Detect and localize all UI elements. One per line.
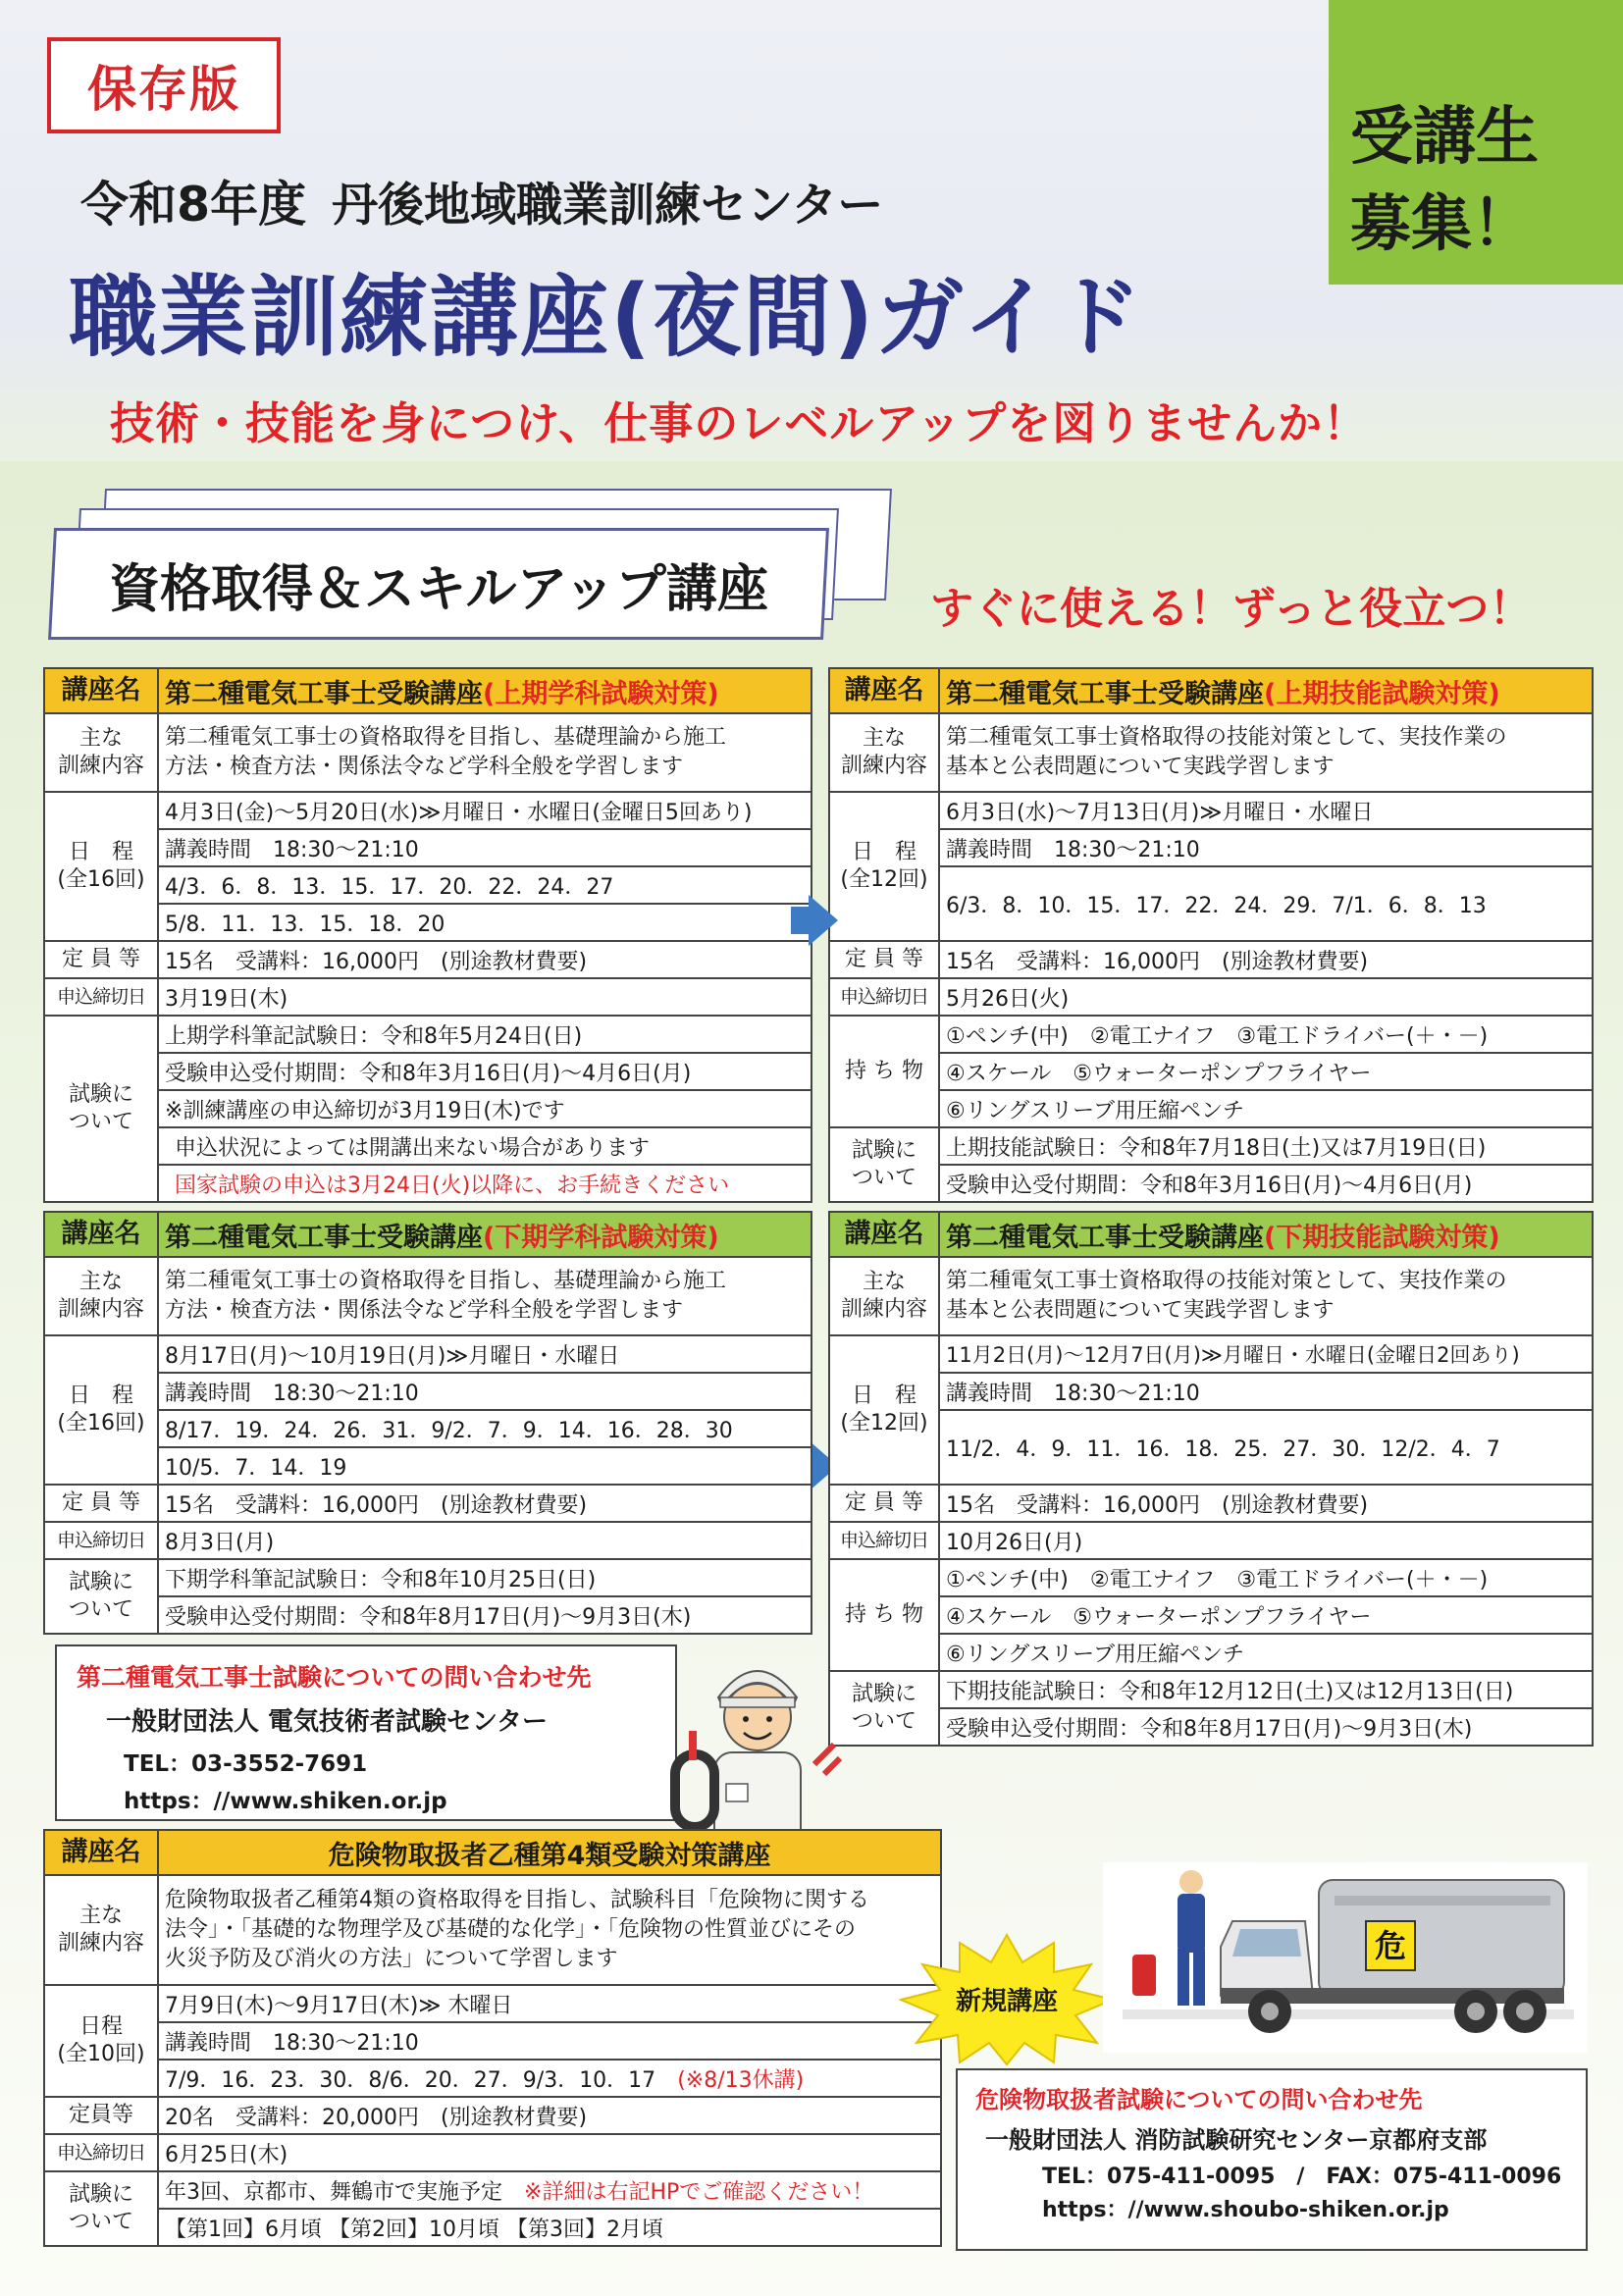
- slogan: すぐに使える！ずっと役立つ！: [930, 584, 1533, 634]
- course-title: [939, 668, 1593, 713]
- required-items: ①ペンチ(中) ②電工ナイフ ③電工ドライバー(＋・－): [939, 1559, 1593, 1596]
- deadline-label: 申込締切日: [829, 978, 939, 1016]
- items-label: 持 ち 物: [829, 1559, 939, 1671]
- label-line: 主な: [79, 1270, 123, 1294]
- section-banner-label: 資格取得＆スキルアップ講座: [109, 559, 768, 619]
- capacity-fee: 15名 受講料：16,000円 (別途教材費要): [158, 1485, 812, 1522]
- label-line: 日 程: [851, 1383, 916, 1408]
- contact-url[interactable]: https：//www.shiken.or.jp: [124, 1789, 447, 1814]
- capacity-label: 定 員 等: [44, 1485, 158, 1522]
- label-line: 日 程: [851, 840, 916, 864]
- required-items: ④スケール ⑤ウォーターポンプフライヤー: [939, 1053, 1593, 1090]
- capacity-label: 定員等: [44, 2097, 158, 2134]
- application-deadline: 8月3日(月): [158, 1522, 812, 1559]
- content-line: 危険物取扱者乙種第4類の資格取得を目指し、試験科目「危険物に関する: [165, 1888, 869, 1912]
- label-line: ついて: [68, 1110, 133, 1134]
- course-name: 危険物取扱者乙種第4類受験対策講座: [158, 1830, 941, 1875]
- course-name-label: 講座名: [44, 668, 158, 713]
- exam-info: 下期学科筆記試験日：令和8年10月25日(日): [158, 1559, 812, 1596]
- contact-url[interactable]: https：//www.shoubo-shiken.or.jp: [1042, 2198, 1449, 2222]
- schedule-period: 11月2日(月)～12月7日(月)≫月曜日・水曜日(金曜日2回あり): [939, 1335, 1593, 1373]
- center-name: 丹後地域職業訓練センター: [332, 179, 884, 233]
- course-header-row: [829, 668, 1593, 713]
- content-line: 法令」・「基礎的な物理学及び基礎的な化学」・「危険物の性質並びにその: [165, 1917, 857, 1942]
- course-tag: (下期学科試験対策): [483, 1222, 719, 1253]
- contact-org: 一般財団法人 消防試験研究センター京都府支部: [985, 2126, 1488, 2154]
- course-name-label: 講座名: [44, 1830, 158, 1875]
- course-tag: (上期技能試験対策): [1264, 678, 1500, 709]
- label-line: 日 程: [68, 840, 133, 864]
- course-content: [939, 1257, 1593, 1335]
- course-title: [158, 1212, 812, 1257]
- exam-info: 上期学科筆記試験日：令和8年5月24日(日): [158, 1016, 812, 1053]
- course-name-label: 講座名: [829, 668, 939, 713]
- label-line: 訓練内容: [57, 1297, 144, 1322]
- page-title: 職業訓練講座(夜間)ガイド: [69, 266, 1144, 369]
- label-line: 試験に: [68, 1570, 133, 1594]
- content-line: 第二種電気工事士資格取得の技能対策として、実技作業の: [946, 1269, 1507, 1293]
- course-table-d: [828, 1211, 1594, 1747]
- deadline-label: 申込締切日: [829, 1522, 939, 1559]
- exam-info: 受験申込受付期間：令和8年8月17日(月)～9月3日(木): [939, 1708, 1593, 1746]
- contact-box-hazmat: [956, 2068, 1588, 2251]
- course-content: [158, 713, 812, 792]
- course-header-row: [44, 1830, 941, 1875]
- course-header-row: [44, 1212, 812, 1257]
- content-line: 方法・検査方法・関係法令など学科全般を学習します: [165, 1298, 684, 1323]
- course-name: 第二種電気工事士受験講座: [165, 678, 483, 709]
- schedule-label: [829, 1335, 939, 1485]
- exam-label: [44, 1559, 158, 1634]
- course-header-row: [829, 1212, 1593, 1257]
- exam-info: 上期技能試験日：令和8年7月18日(土)又は7月19日(日): [939, 1127, 1593, 1165]
- recruit-line-2: 募集！: [1350, 187, 1534, 259]
- session-dates: 6/3．8．10．15．17．22．24．29．7/1．6．8．13: [939, 866, 1593, 941]
- section-banner: [48, 528, 829, 640]
- label-line: ついて: [851, 1166, 916, 1190]
- label-line: 日 程: [68, 1383, 133, 1408]
- course-table-a: [43, 667, 812, 1203]
- label-line: 日程: [79, 2014, 123, 2039]
- course-name-label: 講座名: [829, 1212, 939, 1257]
- content-label: [44, 1257, 158, 1335]
- schedule-label: [44, 792, 158, 941]
- label-line: 主な: [79, 1904, 123, 1928]
- header-subtitle: [80, 167, 883, 235]
- label-line: 主な: [79, 726, 123, 751]
- label-line: 試験に: [68, 1082, 133, 1107]
- save-edition-badge: 保存版: [47, 37, 281, 133]
- session-dates: [158, 2060, 941, 2097]
- lecture-hours: 講義時間 18:30～21:10: [939, 1373, 1593, 1410]
- schedule-label: [44, 1985, 158, 2097]
- exam-info: 申込状況によっては開講出来ない場合があります: [158, 1127, 812, 1165]
- course-title: [939, 1212, 1593, 1257]
- label-line: 主な: [862, 726, 906, 751]
- label-line: 訓練内容: [840, 754, 927, 778]
- deadline-label: 申込締切日: [44, 1522, 158, 1559]
- content-line: 第二種電気工事士の資格取得を目指し、基礎理論から施工: [165, 725, 727, 750]
- course-content: [158, 1257, 812, 1335]
- contact-tel-fax: TEL：075-411-0095 / FAX：075-411-0096: [1042, 2165, 1562, 2189]
- label-line: ついて: [851, 1709, 916, 1734]
- required-items: ④スケール ⑤ウォーターポンプフライヤー: [939, 1596, 1593, 1634]
- schedule-period: 8月17日(月)～10月19日(月)≫月曜日・水曜日: [158, 1335, 812, 1373]
- exam-text: 年3回、京都市、舞鶴市で実施予定: [165, 2179, 502, 2205]
- course-content: [158, 1875, 941, 1985]
- label-line: (全12回): [840, 1411, 928, 1435]
- exam-note: ※詳細は右記HPでご確認ください！: [524, 2179, 874, 2205]
- tanker-truck-illustration: [1103, 1862, 1588, 2053]
- application-deadline: 5月26日(火): [939, 978, 1593, 1016]
- label-line: ついて: [68, 1597, 133, 1622]
- content-label: [829, 1257, 939, 1335]
- required-items: ①ペンチ(中) ②電工ナイフ ③電工ドライバー(＋・－): [939, 1016, 1593, 1053]
- contact-heading: 危険物取扱者試験についての問い合わせ先: [975, 2086, 1423, 2113]
- label-line: (全12回): [840, 867, 928, 892]
- label-line: ついて: [68, 2210, 133, 2234]
- session-dates: 5/8．11．13．15．18．20: [158, 904, 812, 941]
- label-line: (全16回): [57, 867, 145, 892]
- course-name: 第二種電気工事士受験講座: [946, 1222, 1264, 1253]
- arrow-right-icon: [791, 895, 838, 946]
- exam-label: [829, 1127, 939, 1202]
- course-name: 第二種電気工事士受験講座: [946, 678, 1264, 709]
- session-dates: 8/17．19．24．26．31．9/2．7．9．14．16．28．30: [158, 1410, 812, 1447]
- capacity-fee: 15名 受講料：16,000円 (別途教材費要): [939, 941, 1593, 978]
- course-name-label: 講座名: [44, 1212, 158, 1257]
- recruit-line-1: 受講生: [1350, 101, 1539, 174]
- contact-heading: 第二種電気工事士試験についての問い合わせ先: [77, 1663, 592, 1692]
- session-dates: 4/3．6．8．13．15．17．20．22．24．27: [158, 866, 812, 904]
- exam-info: ※訓練講座の申込締切が3月19日(木)です: [158, 1090, 812, 1127]
- course-tag: (上期学科試験対策): [483, 678, 719, 709]
- contact-org: 一般財団法人 電気技術者試験センター: [106, 1707, 549, 1737]
- course-name: 第二種電気工事士受験講座: [165, 1222, 483, 1253]
- schedule-period: 6月3日(水)～7月13日(月)≫月曜日・水曜日: [939, 792, 1593, 829]
- schedule-label: [44, 1335, 158, 1485]
- label-line: (全10回): [57, 2042, 145, 2066]
- exam-label: [44, 1016, 158, 1202]
- session-dates: 11/2．4．9．11．16．18．25．27．30．12/2．4．7: [939, 1410, 1593, 1485]
- exam-info: [158, 2171, 941, 2209]
- application-deadline: 10月26日(月): [939, 1522, 1593, 1559]
- capacity-fee: 20名 受講料：20,000円 (別途教材費要): [158, 2097, 941, 2134]
- course-table-b: [828, 667, 1594, 1203]
- required-items: ⑥リングスリーブ用圧縮ペンチ: [939, 1090, 1593, 1127]
- recruit-box: [1329, 0, 1623, 285]
- new-course-label: 新規講座: [955, 1987, 1059, 2016]
- new-course-badge: [899, 1933, 1115, 2066]
- content-line: 火災予防及び消火の方法」について学習します: [165, 1947, 618, 1971]
- exam-info: 受験申込受付期間：令和8年3月16日(月)～4月6日(月): [158, 1053, 812, 1090]
- capacity-fee: 15名 受講料：16,000円 (別途教材費要): [939, 1485, 1593, 1522]
- content-line: 第二種電気工事士の資格取得を目指し、基礎理論から施工: [165, 1269, 727, 1293]
- application-deadline: 3月19日(木): [158, 978, 812, 1016]
- exam-info: 受験申込受付期間：令和8年8月17日(月)～9月3日(木): [158, 1596, 812, 1634]
- content-label: [44, 713, 158, 792]
- label-line: 試験に: [851, 1138, 916, 1163]
- electrician-illustration: [667, 1637, 846, 1852]
- contact-box-electric: [55, 1644, 677, 1821]
- label-line: 主な: [862, 1270, 906, 1294]
- tagline: 技術・技能を身につけ、仕事のレベルアップを図りませんか！: [110, 397, 1369, 449]
- fiscal-year: 令和8年度: [80, 177, 307, 233]
- required-items: ⑥リングスリーブ用圧縮ペンチ: [939, 1634, 1593, 1671]
- course-header-row: [44, 668, 812, 713]
- exam-info: 【第1回】6月頃 【第2回】10月頃 【第3回】2月頃: [158, 2209, 941, 2246]
- content-line: 第二種電気工事士資格取得の技能対策として、実技作業の: [946, 725, 1507, 750]
- content-line: 基本と公表問題について実践学習します: [946, 1298, 1335, 1323]
- capacity-label: 定 員 等: [44, 941, 158, 978]
- label-line: (全16回): [57, 1411, 145, 1435]
- deadline-label: 申込締切日: [44, 2134, 158, 2171]
- exam-info: 下期技能試験日：令和8年12月12日(土)又は12月13日(日): [939, 1671, 1593, 1708]
- schedule-label: [829, 792, 939, 941]
- content-line: 方法・検査方法・関係法令など学科全般を学習します: [165, 755, 684, 779]
- application-deadline: 6月25日(木): [158, 2134, 941, 2171]
- holiday-note: (※8/13休講): [677, 2067, 805, 2093]
- lecture-hours: 講義時間 18:30～21:10: [158, 829, 812, 866]
- label-line: 試験に: [851, 1682, 916, 1706]
- session-dates: 10/5．7．14．19: [158, 1447, 812, 1485]
- label-line: 訓練内容: [57, 754, 144, 778]
- label-line: 試験に: [68, 2182, 133, 2207]
- items-label: 持 ち 物: [829, 1016, 939, 1127]
- capacity-label: 定 員 等: [829, 941, 939, 978]
- hazard-mark: 危: [1374, 1927, 1407, 1964]
- capacity-fee: 15名 受講料：16,000円 (別途教材費要): [158, 941, 812, 978]
- content-label: [829, 713, 939, 792]
- course-title: [158, 668, 812, 713]
- lecture-hours: 講義時間 18:30～21:10: [158, 1373, 812, 1410]
- schedule-period: 4月3日(金)～5月20日(水)≫月曜日・水曜日(金曜日5回あり): [158, 792, 812, 829]
- course-content: [939, 713, 1593, 792]
- exam-info: 受験申込受付期間：令和8年3月16日(月)～4月6日(月): [939, 1165, 1593, 1202]
- exam-label: [44, 2171, 158, 2246]
- course-table-e: [43, 1829, 942, 2247]
- schedule-period: 7月9日(木)～9月17日(木)≫ 木曜日: [158, 1985, 941, 2022]
- dates-list: 7/9．16．23．30．8/6．20．27．9/3．10．17: [165, 2067, 656, 2093]
- label-line: 訓練内容: [840, 1297, 927, 1322]
- capacity-label: 定 員 等: [829, 1485, 939, 1522]
- exam-warning: 国家試験の申込は3月24日(火)以降に、お手続きください: [158, 1165, 812, 1202]
- content-line: 基本と公表問題について実践学習します: [946, 755, 1335, 779]
- lecture-hours: 講義時間 18:30～21:10: [939, 829, 1593, 866]
- label-line: 訓練内容: [57, 1931, 144, 1956]
- course-table-c: [43, 1211, 812, 1635]
- contact-tel: TEL：03-3552-7691: [124, 1751, 368, 1777]
- content-label: [44, 1875, 158, 1985]
- course-tag: (下期技能試験対策): [1264, 1222, 1500, 1253]
- deadline-label: 申込締切日: [44, 978, 158, 1016]
- lecture-hours: 講義時間 18:30～21:10: [158, 2022, 941, 2060]
